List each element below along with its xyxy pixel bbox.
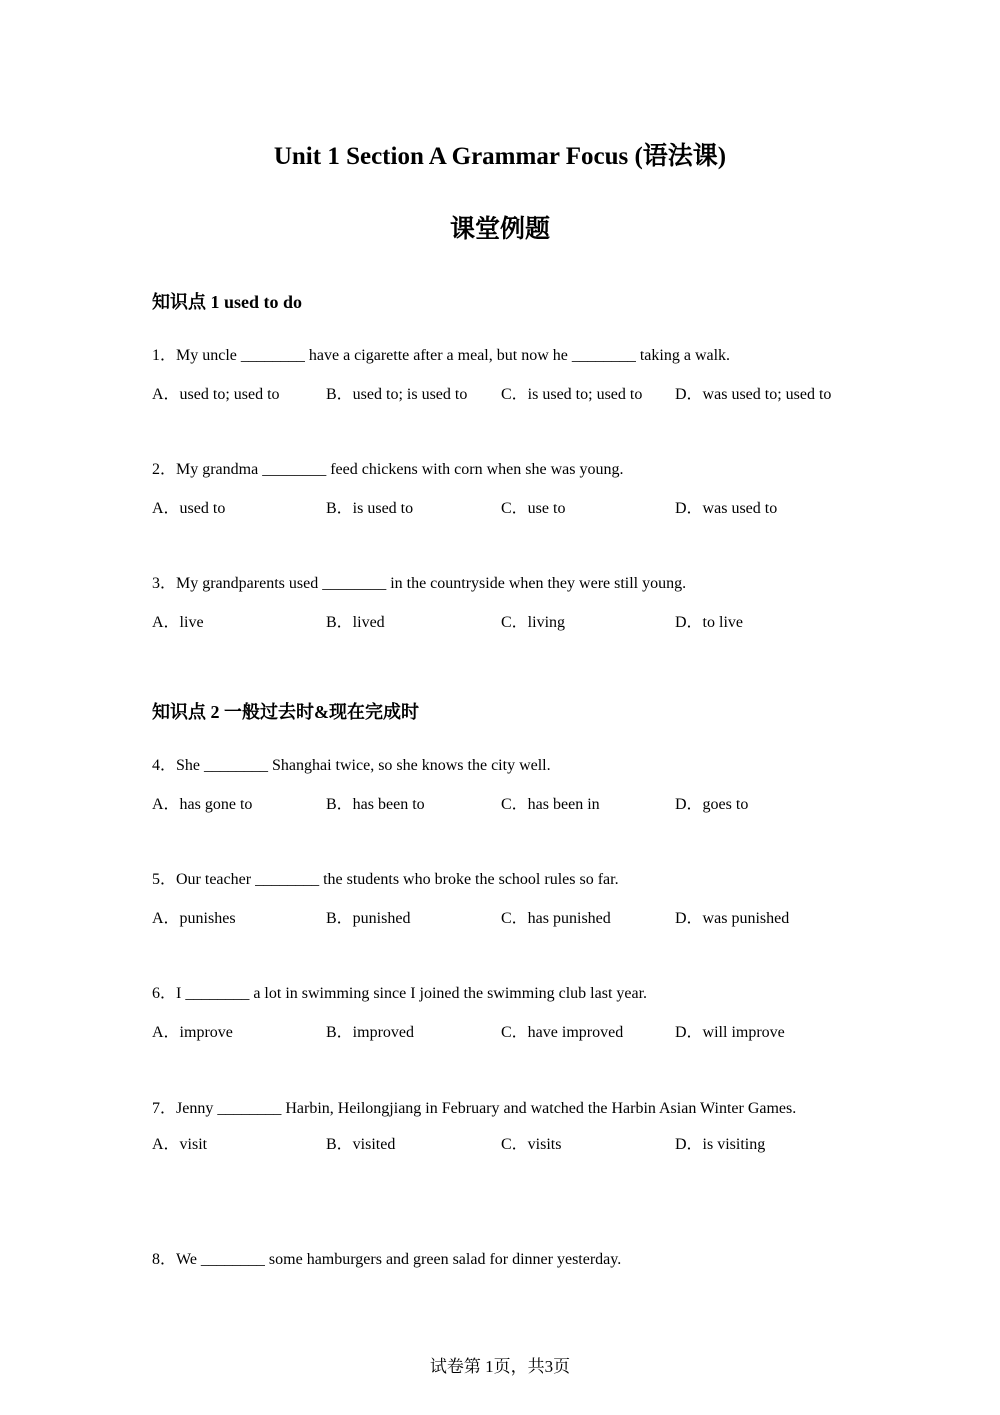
question-stem: 6．I ________ a lot in swimming since I joined the swimming club last year. <box>152 985 648 1002</box>
option-c: C．use to <box>501 500 566 517</box>
question-7 <box>152 1089 812 1164</box>
question-stem: 7．Jenny ________ Harbin, Heilongjiang in February and watched the Harbin Asian Winter Games. <box>152 1100 797 1117</box>
question-1 <box>152 336 852 414</box>
question-options <box>152 1125 812 1164</box>
option-a: A．has gone to <box>152 796 253 813</box>
question-options <box>152 1013 852 1052</box>
option-a: A．punishes <box>152 910 236 927</box>
question-8 <box>152 1240 852 1279</box>
option-b: B．improved <box>326 1024 414 1041</box>
section-heading-2: 知识点 2 一般过去时&现在完成时 <box>152 702 419 722</box>
option-d: D．goes to <box>675 796 749 813</box>
option-d: D．is visiting <box>675 1136 766 1153</box>
question-stem: 3．My grandparents used ________ in the countryside when they were still young. <box>152 575 687 592</box>
question-options <box>152 603 852 642</box>
option-c: C．visits <box>501 1136 562 1153</box>
question-options <box>152 785 852 824</box>
question-stem: 1．My uncle ________ have a cigarette after a meal, but now he ________ taking a walk. <box>152 347 731 364</box>
page-title: Unit 1 Section A Grammar Focus (语法课) <box>273 143 727 170</box>
option-d: D．will improve <box>675 1024 785 1041</box>
page-subtitle: 课堂例题 <box>449 216 550 243</box>
question-stem: 4．She ________ Shanghai twice, so she knows the city well. <box>152 757 551 774</box>
option-a: A．used to <box>152 500 226 517</box>
option-b: B．visited <box>326 1136 396 1153</box>
question-5 <box>152 860 852 938</box>
option-a: A．used to; used to <box>152 386 280 403</box>
question-stem: 5．Our teacher ________ the students who broke the school rules so far. <box>152 871 619 888</box>
question-4 <box>152 746 852 824</box>
option-d: D．was used to <box>675 500 778 517</box>
option-b: B．is used to <box>326 500 414 517</box>
option-d: D．was punished <box>675 910 790 927</box>
question-stem: 2．My grandma ________ feed chickens with corn when she was young. <box>152 461 624 478</box>
option-a: A．visit <box>152 1136 208 1153</box>
question-3 <box>152 564 852 642</box>
question-stem: 8．We ________ some hamburgers and green salad for dinner yesterday. <box>152 1251 622 1268</box>
question-6 <box>152 974 852 1052</box>
option-b: B．lived <box>326 614 385 631</box>
question-options <box>152 375 852 414</box>
option-d: D．was used to; used to <box>675 386 832 403</box>
page-footer: 试卷第 1页，共3页 <box>429 1357 571 1376</box>
option-c: C．living <box>501 614 566 631</box>
section-heading-1: 知识点 1 used to do <box>152 292 303 312</box>
option-a: A．live <box>152 614 204 631</box>
option-b: B．used to; is used to <box>326 386 468 403</box>
question-options <box>152 899 852 938</box>
option-c: C．has been in <box>501 796 600 813</box>
option-c: C．is used to; used to <box>501 386 643 403</box>
option-b: B．has been to <box>326 796 425 813</box>
option-c: C．has punished <box>501 910 611 927</box>
option-c: C．have improved <box>501 1024 624 1041</box>
option-d: D．to live <box>675 614 743 631</box>
option-b: B．punished <box>326 910 411 927</box>
question-options <box>152 489 852 528</box>
option-a: A．improve <box>152 1024 233 1041</box>
question-2 <box>152 450 852 528</box>
